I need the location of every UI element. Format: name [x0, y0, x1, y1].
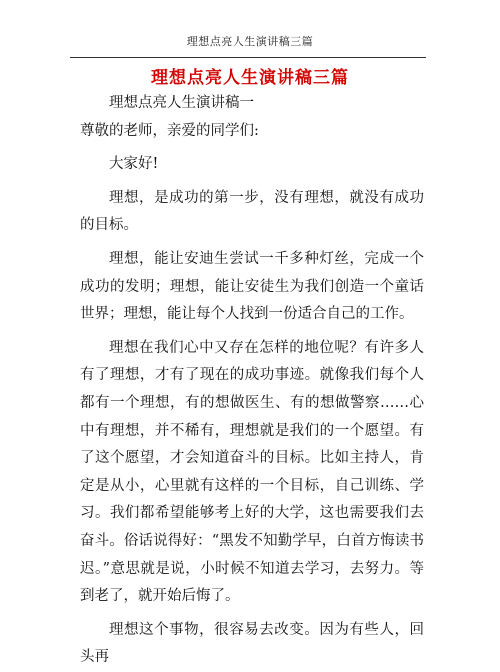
- paragraph: 理想这个事物，很容易去改变。因为有些人，回头再: [80, 621, 424, 666]
- paragraph: 尊敬的老师，亲爱的同学们:: [80, 122, 259, 139]
- paragraph: 理想点亮人生演讲稿一: [109, 95, 254, 111]
- paragraph: 大家好!: [109, 156, 159, 173]
- document-title: 理想点亮人生演讲稿三篇: [151, 68, 349, 88]
- header-divider: [70, 57, 426, 58]
- paragraph: 理想，是成功的第一步，没有理想，就没有成功的目标。: [80, 189, 424, 234]
- document-body: [80, 90, 424, 672]
- paragraph: 理想，能让安迪生尝试一千多种灯丝，完成一个成功的发明；理想，能让安徒生为我们创造一个童话世界；理想，能让每个人找到一份适合自己的工作。: [80, 250, 424, 323]
- running-header: 理想点亮人生演讲稿三篇: [186, 35, 314, 48]
- paragraph: 理想在我们心中又存在怎样的地位呢？有许多人有了理想，才有了现在的成功事迹。就像我们每个人都有一个理想，有的想做医生、有的想做警察……心中有理想，并不稀有，理想就是我们的一个愿望。有了这个愿望，才会知道奋斗的目标。比如主持人，肯定是从小，心里就有这样的一个目标，自己训练、学习。我们都希望能够考上好的大学，这也需要我们去奋斗。俗话说得好：“黑发不知勤学早，白首方悔读书迟。”意思就是说，小时候不知道去学习，去努力。等到老了，就开始后悔了。: [80, 339, 424, 605]
